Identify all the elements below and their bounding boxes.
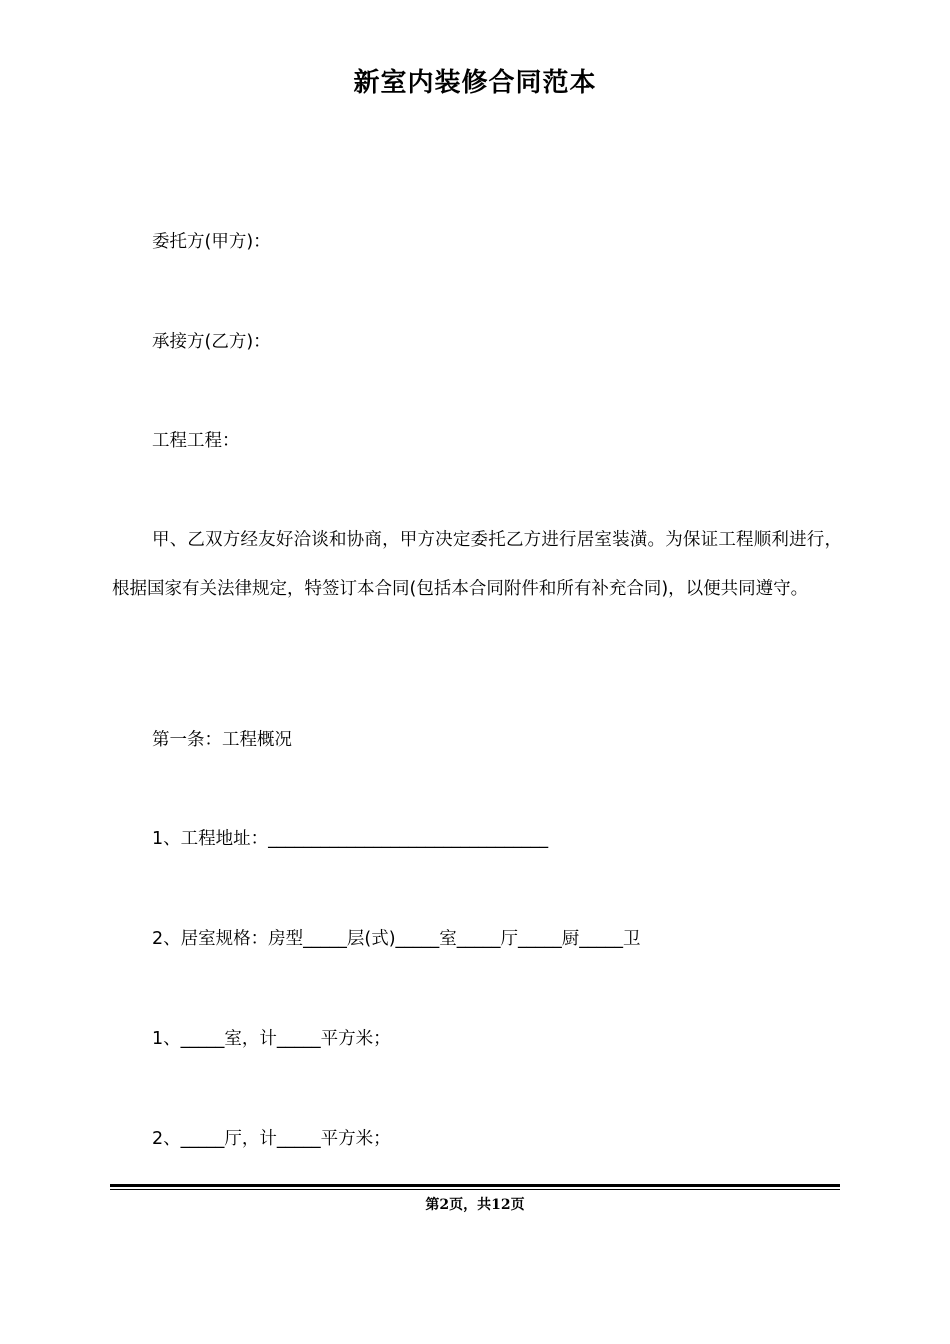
page-number: 第2页，共12页 bbox=[425, 1197, 525, 1213]
footer-rule-thin bbox=[110, 1189, 840, 1190]
room-spec-item: 2、居室规格：房型_____层(式)_____室_____厅_____厨_____卫 bbox=[152, 929, 641, 949]
party-b-label: 承接方(乙方)： bbox=[152, 332, 271, 352]
hall-area-item: 2、_____厅，计_____平方米； bbox=[152, 1129, 391, 1149]
address-item: 1、工程地址：________________________________ bbox=[152, 829, 549, 849]
footer-rule bbox=[110, 1184, 840, 1187]
project-label: 工程工程： bbox=[152, 431, 240, 451]
intro-paragraph: 甲、乙双方经友好洽谈和协商，甲方决定委托乙方进行居室装潢。为保证工程顺利进行，根据国家有关法律规定，特签订本合同(包括本合同附件和所有补充合同)，以便共同遵守。 bbox=[112, 530, 842, 599]
document-title: 新室内装修合同范本 bbox=[353, 68, 597, 98]
party-a-label: 委托方(甲方)： bbox=[152, 232, 271, 252]
article-1-heading: 第一条：工程概况 bbox=[152, 730, 292, 750]
room-area-item: 1、_____室，计_____平方米； bbox=[152, 1029, 391, 1049]
